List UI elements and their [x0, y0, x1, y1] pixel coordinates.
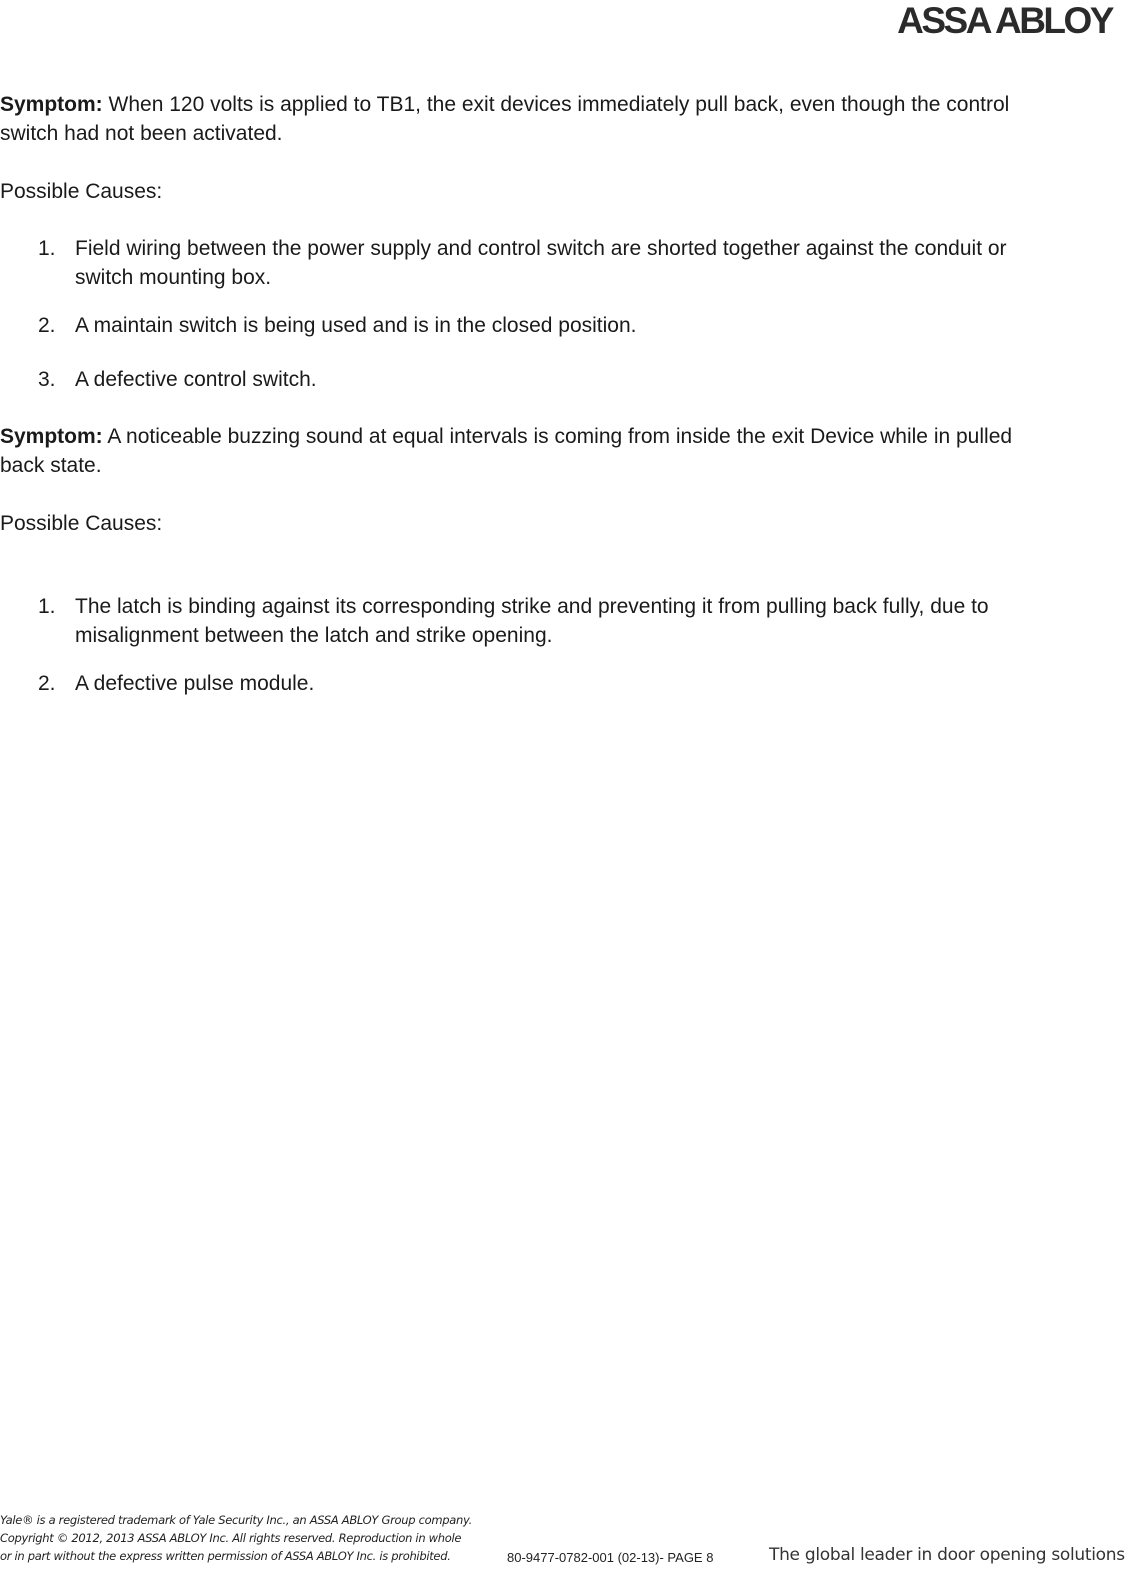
list-number: 2.	[38, 672, 56, 695]
list-item-text: The latch is binding against its corresponding strike and preventing it from pulling back fully, due to misalignment between the latch and strike opening.	[75, 595, 989, 647]
list-item	[0, 669, 1055, 698]
list-number: 3.	[38, 368, 56, 391]
document-body	[0, 90, 1100, 698]
list-item-text: A defective control switch.	[75, 368, 317, 391]
legal-line: Copyright © 2012, 2013 ASSA ABLOY Inc. All rights reserved. Reproduction in whole	[0, 1531, 462, 1545]
list-item-text: A defective pulse module.	[75, 672, 315, 695]
symptom-1	[0, 90, 1060, 148]
legal-line: or in part without the express written permission of ASSA ABLOY Inc. is prohibited.	[0, 1549, 451, 1563]
causes-list-1	[0, 234, 1100, 394]
legal-line: Yale® is a registered trademark of Yale Security Inc., an ASSA ABLOY Group company.	[0, 1513, 472, 1527]
footer-tagline: The global leader in door opening solutions	[769, 1545, 1125, 1565]
list-item-text: Field wiring between the power supply and control switch are shorted together against the conduit or switch mounting box.	[75, 237, 1007, 289]
list-item	[0, 365, 1055, 394]
list-item-text: A maintain switch is being used and is in the closed position.	[75, 314, 637, 337]
symptom-label: Symptom:	[0, 425, 103, 448]
footer-legal-notice	[0, 1511, 500, 1565]
list-number: 1.	[38, 595, 56, 618]
possible-causes-heading: Possible Causes:	[0, 180, 163, 203]
list-number: 2.	[38, 314, 56, 337]
symptom-2	[0, 422, 1060, 480]
symptom-label: Symptom:	[0, 93, 103, 116]
symptom-text: When 120 volts is applied to TB1, the exit devices immediately pull back, even though the control switch had not been activated.	[0, 93, 1010, 145]
list-item	[0, 592, 1055, 650]
assa-abloy-logo: ASSA ABLOY	[897, 0, 1112, 41]
symptom-text: A noticeable buzzing sound at equal intervals is coming from inside the exit Device while in pulled back state.	[0, 425, 1013, 477]
list-item	[0, 311, 1055, 340]
document-number: 80-9477-0782-001 (02-13)- PAGE 8	[507, 1550, 714, 1565]
list-number: 1.	[38, 237, 56, 260]
possible-causes-heading: Possible Causes:	[0, 512, 163, 535]
causes-list-2	[0, 592, 1100, 698]
list-item	[0, 234, 1055, 292]
